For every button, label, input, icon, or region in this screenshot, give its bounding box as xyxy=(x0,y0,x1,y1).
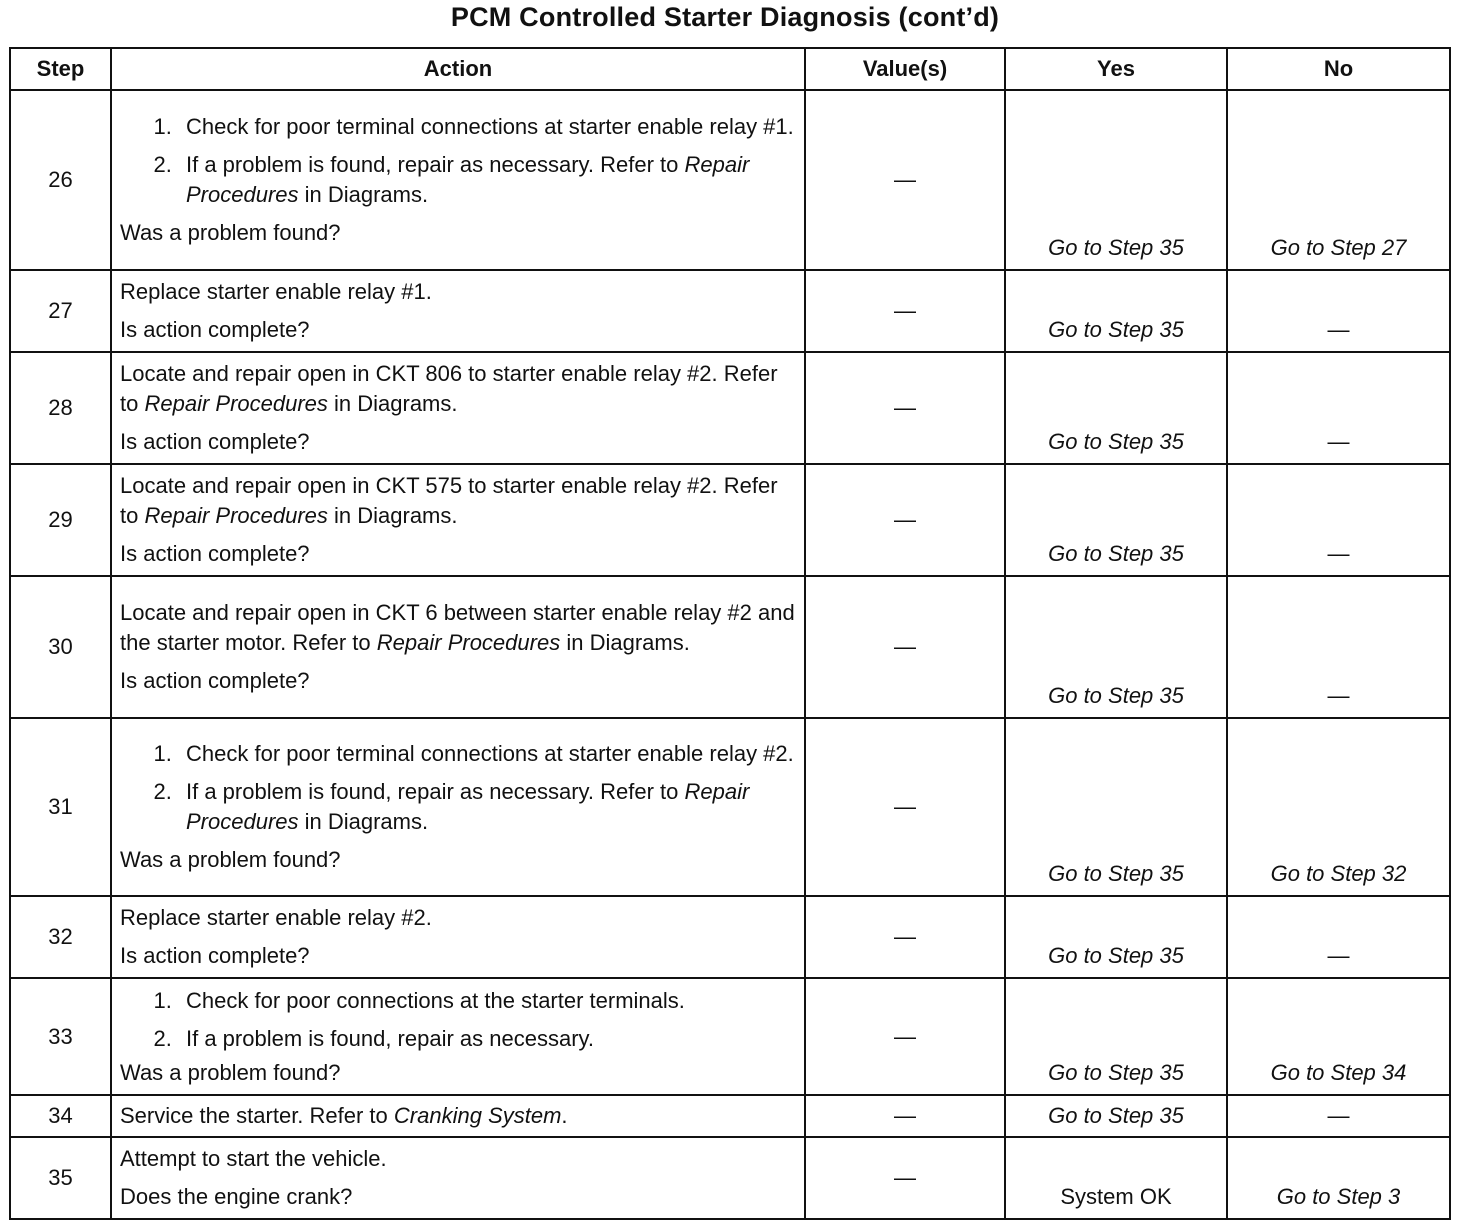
header-step: Step xyxy=(10,48,111,90)
action-cell xyxy=(111,90,805,270)
no-cell: — xyxy=(1227,270,1450,352)
action-text: Service the starter. Refer to Cranking System. xyxy=(120,1103,568,1128)
value-cell: — xyxy=(805,270,1005,352)
table-row xyxy=(10,576,1450,718)
action-text: Locate and repair open in CKT 806 to starter enable relay #2. Refer to Repair Procedures in Diagrams. xyxy=(120,361,778,416)
step-number: 32 xyxy=(10,896,111,978)
value-cell: — xyxy=(805,896,1005,978)
step-number: 34 xyxy=(10,1095,111,1137)
table-row xyxy=(10,718,1450,896)
action-question: Is action complete? xyxy=(120,668,310,693)
yes-cell: Go to Step 35 xyxy=(1005,718,1227,896)
step-number: 29 xyxy=(10,464,111,576)
step-number: 28 xyxy=(10,352,111,464)
action-list xyxy=(120,739,796,837)
action-cell xyxy=(111,464,805,576)
yes-cell: Go to Step 35 xyxy=(1005,896,1227,978)
table-row xyxy=(10,978,1450,1095)
yes-cell: System OK xyxy=(1005,1137,1227,1219)
table-row xyxy=(10,270,1450,352)
value-cell: — xyxy=(805,1137,1005,1219)
table-row xyxy=(10,1095,1450,1137)
action-question: Is action complete? xyxy=(120,429,310,454)
no-cell: — xyxy=(1227,464,1450,576)
table-row xyxy=(10,464,1450,576)
action-question: Was a problem found? xyxy=(120,1059,341,1085)
step-number: 33 xyxy=(10,978,111,1095)
no-cell: — xyxy=(1227,1095,1450,1137)
no-cell: — xyxy=(1227,896,1450,978)
header-no: No xyxy=(1227,48,1450,90)
yes-cell: Go to Step 35 xyxy=(1005,1095,1227,1137)
action-list xyxy=(120,986,796,1054)
action-cell xyxy=(111,978,805,1095)
value-cell: — xyxy=(805,978,1005,1095)
action-list xyxy=(120,112,796,210)
action-question: Was a problem found? xyxy=(120,220,341,245)
yes-cell: Go to Step 35 xyxy=(1005,464,1227,576)
action-item: 2. If a problem is found, repair as necessary. Refer to Repair Procedures in Diagrams. xyxy=(178,777,796,837)
yes-cell: Go to Step 35 xyxy=(1005,576,1227,718)
action-cell xyxy=(111,896,805,978)
action-item: 1. Check for poor connections at the starter terminals. xyxy=(178,986,796,1016)
value-cell: — xyxy=(805,1095,1005,1137)
table-row xyxy=(10,896,1450,978)
action-item: 1. Check for poor terminal connections at starter enable relay #1. xyxy=(178,112,796,142)
value-cell: — xyxy=(805,576,1005,718)
no-cell: Go to Step 27 xyxy=(1227,90,1450,270)
action-text: Attempt to start the vehicle. xyxy=(120,1146,387,1171)
yes-cell: Go to Step 35 xyxy=(1005,978,1227,1095)
diagnosis-table xyxy=(9,47,1451,1220)
no-cell: — xyxy=(1227,352,1450,464)
step-number: 35 xyxy=(10,1137,111,1219)
value-cell: — xyxy=(805,90,1005,270)
header-action: Action xyxy=(111,48,805,90)
no-cell: — xyxy=(1227,576,1450,718)
action-cell xyxy=(111,1095,805,1137)
action-cell xyxy=(111,352,805,464)
action-item: 1. Check for poor terminal connections at starter enable relay #2. xyxy=(178,739,796,769)
step-number: 26 xyxy=(10,90,111,270)
action-text: Locate and repair open in CKT 575 to starter enable relay #2. Refer to Repair Procedures in Diagrams. xyxy=(120,473,778,528)
action-question: Is action complete? xyxy=(120,317,310,342)
table-row xyxy=(10,1137,1450,1219)
yes-cell: Go to Step 35 xyxy=(1005,270,1227,352)
no-cell: Go to Step 34 xyxy=(1227,978,1450,1095)
no-cell: Go to Step 32 xyxy=(1227,718,1450,896)
yes-cell: Go to Step 35 xyxy=(1005,352,1227,464)
step-number: 31 xyxy=(10,718,111,896)
action-question: Was a problem found? xyxy=(120,847,341,872)
action-item: 2. If a problem is found, repair as necessary. xyxy=(178,1024,796,1054)
action-question: Is action complete? xyxy=(120,541,310,566)
action-cell xyxy=(111,270,805,352)
table-row xyxy=(10,90,1450,270)
header-row xyxy=(10,48,1450,90)
action-cell xyxy=(111,1137,805,1219)
action-cell xyxy=(111,576,805,718)
header-value: Value(s) xyxy=(805,48,1005,90)
no-cell: Go to Step 3 xyxy=(1227,1137,1450,1219)
action-cell xyxy=(111,718,805,896)
action-text: Replace starter enable relay #2. xyxy=(120,905,432,930)
action-question: Does the engine crank? xyxy=(120,1184,353,1209)
yes-cell: Go to Step 35 xyxy=(1005,90,1227,270)
action-text: Locate and repair open in CKT 6 between starter enable relay #2 and the starter motor. Refer to Repair Procedures in Diagrams. xyxy=(120,600,795,655)
action-item: 2. If a problem is found, repair as necessary. Refer to Repair Procedures in Diagrams. xyxy=(178,150,796,210)
action-question: Is action complete? xyxy=(120,943,310,968)
action-text: Replace starter enable relay #1. xyxy=(120,279,432,304)
value-cell: — xyxy=(805,464,1005,576)
header-yes: Yes xyxy=(1005,48,1227,90)
table-row xyxy=(10,352,1450,464)
step-number: 30 xyxy=(10,576,111,718)
step-number: 27 xyxy=(10,270,111,352)
page-title: PCM Controlled Starter Diagnosis (cont’d) xyxy=(450,2,1000,32)
value-cell: — xyxy=(805,352,1005,464)
value-cell: — xyxy=(805,718,1005,896)
